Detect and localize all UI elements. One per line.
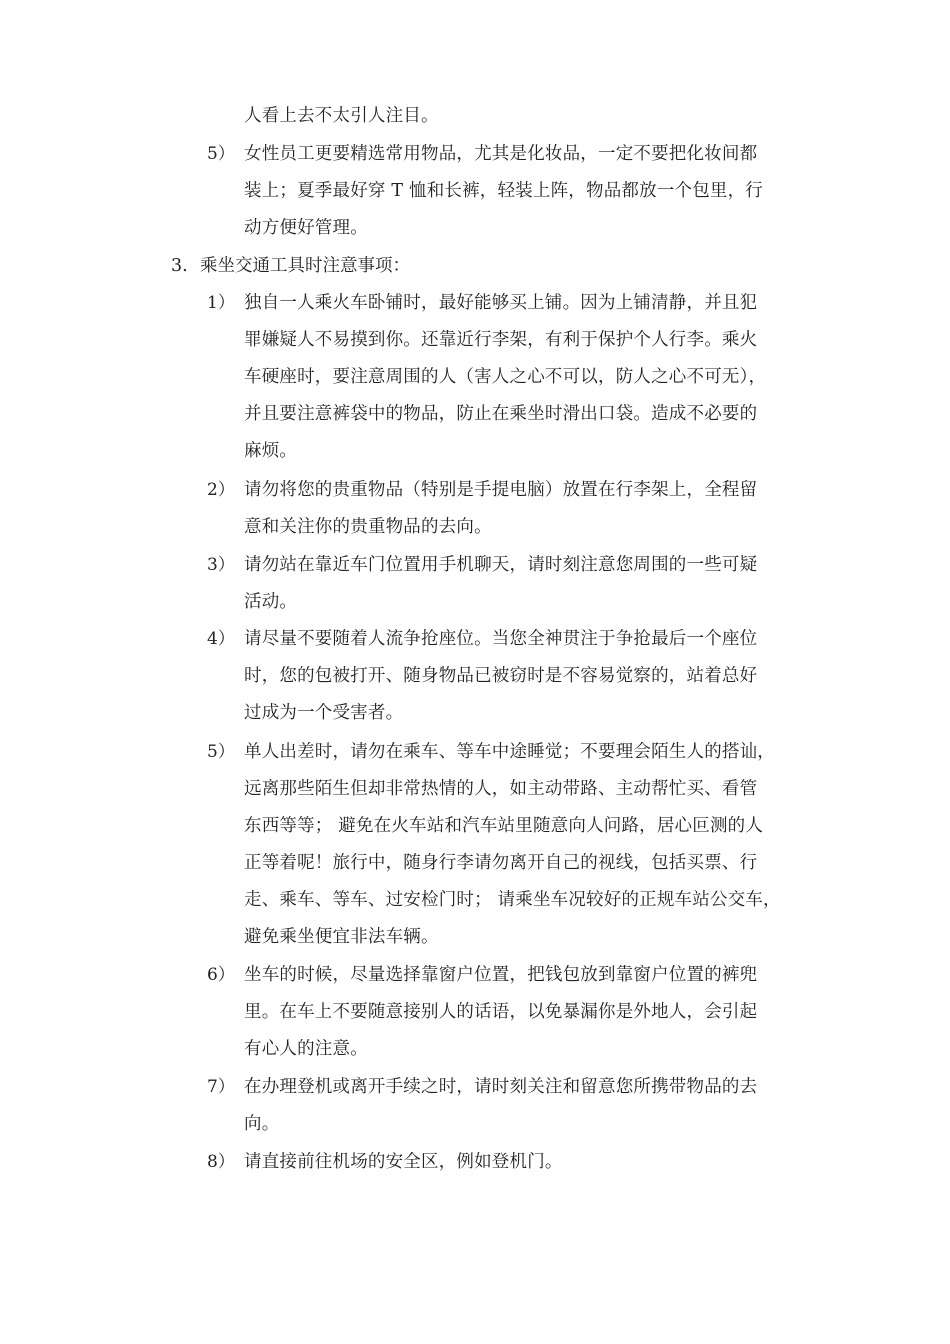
text-line: 避免乘坐便宜非法车辆。 [244,927,439,947]
text-line: 请尽量不要随着人流争抢座位。当您全神贯注于争抢最后一个座位 [244,629,758,649]
text-line: 请直接前往机场的安全区，例如登机门。 [244,1152,563,1172]
text-line: 过成为一个受害者。 [244,703,404,723]
text-line: 走、乘车、等车、过安检门时； 请乘坐车况较好的正规车站公交车， [244,890,781,910]
list-number: 5） [207,742,235,762]
text-line: 正等着呢！旅行中，随身行李请勿离开自己的视线，包括买票、行 [244,853,758,873]
text-line: 车硬座时，要注意周围的人（害人之心不可以，防人之心不可无）， [244,367,767,387]
text-line: 麻烦。 [244,441,298,461]
section-number: 3. [171,256,188,276]
section-title: 乘坐交通工具时注意事项： [200,256,410,276]
text-line: 东西等等； 避免在火车站和汽车站里随意向人问路，居心叵测的人 [244,816,764,836]
list-number: 7） [207,1077,235,1097]
list-number: 1） [207,293,235,313]
text-line: 坐车的时候，尽量选择靠窗户位置，把钱包放到靠窗户位置的裤兜 [244,965,758,985]
list-number: 4） [207,629,235,649]
list-number: 3） [207,555,235,575]
text-line: 罪嫌疑人不易摸到你。还靠近行李架，有利于保护个人行李。乘火 [244,330,758,350]
list-number: 6） [207,965,235,985]
text-line: 活动。 [244,592,298,612]
text-line: 在办理登机或离开手续之时，请时刻关注和留意您所携带物品的去 [244,1077,758,1097]
text-line: 意和关注你的贵重物品的去向。 [244,517,492,537]
list-number: 5） [207,144,235,164]
text-line: 女性员工更要精选常用物品，尤其是化妆品，一定不要把化妆间都 [244,144,758,164]
text-line: 有心人的注意。 [244,1039,368,1059]
text-line: 时，您的包被打开、随身物品已被窃时是不容易觉察的，站着总好 [244,666,758,686]
list-number: 8） [207,1152,235,1172]
text-line: 人看上去不太引人注目。 [244,106,439,126]
text-line: 独自一人乘火车卧铺时，最好能够买上铺。因为上铺清静，并且犯 [244,293,758,313]
text-line: 单人出差时，请勿在乘车、等车中途睡觉；不要理会陌生人的搭讪， [244,742,775,762]
text-line: 请勿将您的贵重物品（特别是手提电脑）放置在行李架上，全程留 [244,480,758,500]
text-line: 请勿站在靠近车门位置用手机聊天，请时刻注意您周围的一些可疑 [244,555,758,575]
text-line: 装上；夏季最好穿 T 恤和长裤，轻装上阵，物品都放一个包里，行 [244,181,763,201]
text-line: 远离那些陌生但却非常热情的人，如主动带路、主动帮忙买、看管 [244,779,758,799]
text-line: 向。 [244,1114,280,1134]
list-number: 2） [207,480,235,500]
text-line: 动方便好管理。 [244,218,368,238]
text-line: 里。在车上不要随意接别人的话语，以免暴漏你是外地人，会引起 [244,1002,758,1022]
text-line: 并且要注意裤袋中的物品，防止在乘坐时滑出口袋。造成不必要的 [244,404,758,424]
